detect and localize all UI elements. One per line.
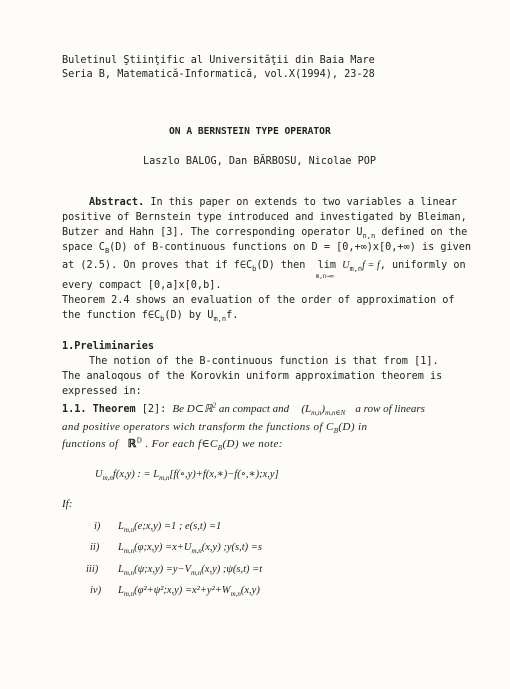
condition-iii: iii) $L_{m,n}(\psi;x,y) =y-V_{m,n}(x,y)$ ;ψ(s,t) =t: [86, 564, 263, 578]
section-paragraph-line-1: The notion of the B-continuous function is that from [1].: [89, 356, 439, 367]
abstract-line-6: every compact [0,a]x[0,b].: [62, 280, 222, 291]
abstract-line-8: the function $f\in C_b(D)$ by $U_{m,n}f$.: [62, 310, 239, 324]
theorem-line-3: functions of ℝ$^D$ . For each $f\in C_B(D)$ we note:: [62, 436, 283, 453]
if-label: If:: [62, 498, 73, 510]
abstract-line-7: Theorem 2.4 shows an evaluation of the order of approximation of: [62, 295, 455, 306]
theorem-line-1: 1.1. Theorem [2]: Be D⊂ℝ$^2$ an compact and $(L_{m,n})_{m,n\in N}$ a row of linears: [62, 401, 425, 418]
section-paragraph-line-2: The analoqous of the Korovkin uniform approximation theorem is: [62, 371, 443, 382]
journal-header-line1: Buletinul Ştiinţific al Universităţii din Baia Mare: [62, 55, 375, 66]
limit-expression: lim m,n→∞: [315, 260, 336, 280]
condition-iv: iv) $L_{m,n}(\varphi^2+\psi^2;x,y) =x^2+y^2+W_{m,n}(x,y)$: [90, 585, 260, 599]
section-heading: 1.Preliminaries: [62, 341, 155, 352]
abstract-line-4: space $C_B(D)$ of B-continuous functions on D = [0,+∞)x[0,+∞) is given: [62, 242, 472, 256]
abstract-line-2: positive of Bernstein type introduced and investigated by Bleiman,: [62, 212, 467, 223]
operator-definition-formula: $U_{m,n}f(x,y)$ : = $L_{m,n}[f(\circ,y)+f(x,∗)-f(\circ,∗);x,y]$: [95, 469, 279, 483]
theorem-line-2: and positive operators wich transform the functions of $C_B(D)$ in: [62, 421, 368, 436]
abstract-label: Abstract.: [89, 197, 145, 208]
condition-ii: ii) $L_{m,n}(\varphi;x,y) =x+U_{m,n}(x,y)$ ;y(s,t) =s: [90, 542, 262, 556]
condition-i: i) $L_{m,n}(e;x,y) =1$ ; e(s,t) =1: [94, 521, 222, 535]
abstract-line-1: Abstract. In this paper on extends to two variables a linear: [89, 197, 458, 208]
abstract-line-5: at (2.5). On proves that if $f\in C_b(D)$ then lim m,n→∞ $U_{m,n}f = f$, uniformly on: [62, 260, 466, 280]
abstract-line-3: Butzer and Hahn [3]. The corresponding operator $U_{n,n}$ defined on the: [62, 227, 468, 241]
journal-header-line2: Seria B, Matematică-Informatică, vol.X(1994), 23-28: [62, 69, 375, 80]
paper-title: ON A BERNSTEIN TYPE OPERATOR: [169, 126, 331, 137]
theorem-label: 1.1. Theorem: [62, 404, 136, 415]
section-paragraph-line-3: expressed in:: [62, 386, 142, 397]
authors: Laszlo BALOG, Dan BĂRBOSU, Nicolae POP: [143, 156, 377, 167]
